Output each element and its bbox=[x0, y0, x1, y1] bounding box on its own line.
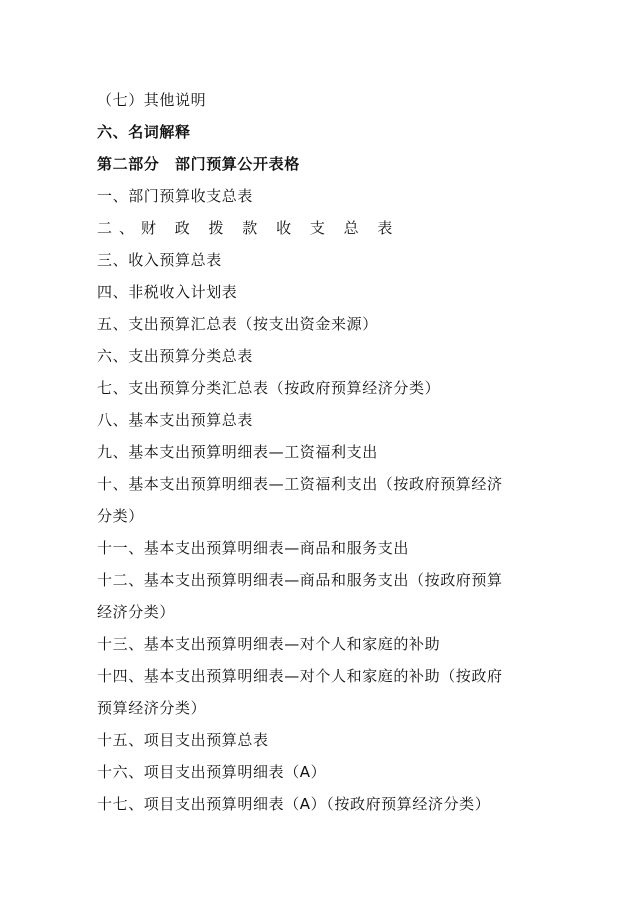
table-list-item-continuation: 经济分类） bbox=[97, 603, 176, 621]
table-list-item: 十、基本支出预算明细表—工资福利支出（按政府预算经济 bbox=[97, 475, 503, 493]
table-list-item-continuation: 预算经济分类） bbox=[97, 699, 207, 717]
table-list-item: 十四、基本支出预算明细表—对个人和家庭的补助（按政府 bbox=[97, 667, 503, 685]
table-list-item: 十二、基本支出预算明细表—商品和服务支出（按政府预算 bbox=[97, 571, 503, 589]
table-list-item: 十一、基本支出预算明细表—商品和服务支出 bbox=[97, 539, 410, 557]
table-list-item: 三、收入预算总表 bbox=[97, 251, 222, 269]
section-item-other-notes: （七）其他说明 bbox=[97, 91, 207, 109]
table-list-item: 九、基本支出预算明细表—工资福利支出 bbox=[97, 443, 378, 461]
table-list-item: 十七、项目支出预算明细表（A）（按政府预算经济分类） bbox=[97, 795, 491, 813]
table-list-item: 十五、项目支出预算总表 bbox=[97, 731, 269, 749]
table-list-item: 六、支出预算分类总表 bbox=[97, 347, 254, 365]
table-list-item-continuation: 分类） bbox=[97, 507, 144, 525]
table-list-item: 四、非税收入计划表 bbox=[97, 283, 238, 301]
table-list-item: 十六、项目支出预算明细表（A） bbox=[97, 763, 327, 781]
table-list-item: 十三、基本支出预算明细表—对个人和家庭的补助 bbox=[97, 635, 441, 653]
section-heading-glossary: 六、名词解释 bbox=[97, 123, 191, 141]
part-heading-budget-tables: 第二部分 部门预算公开表格 bbox=[97, 155, 300, 173]
table-list-item: 五、支出预算汇总表（按支出资金来源） bbox=[97, 315, 378, 333]
table-list-item: 七、支出预算分类汇总表（按政府预算经济分类） bbox=[97, 379, 441, 397]
table-list-item: 八、基本支出预算总表 bbox=[97, 411, 254, 429]
table-list-item: 二、财 政 拨 款 收 支 总 表 bbox=[97, 219, 400, 237]
table-list-item: 一、部门预算收支总表 bbox=[97, 187, 254, 205]
